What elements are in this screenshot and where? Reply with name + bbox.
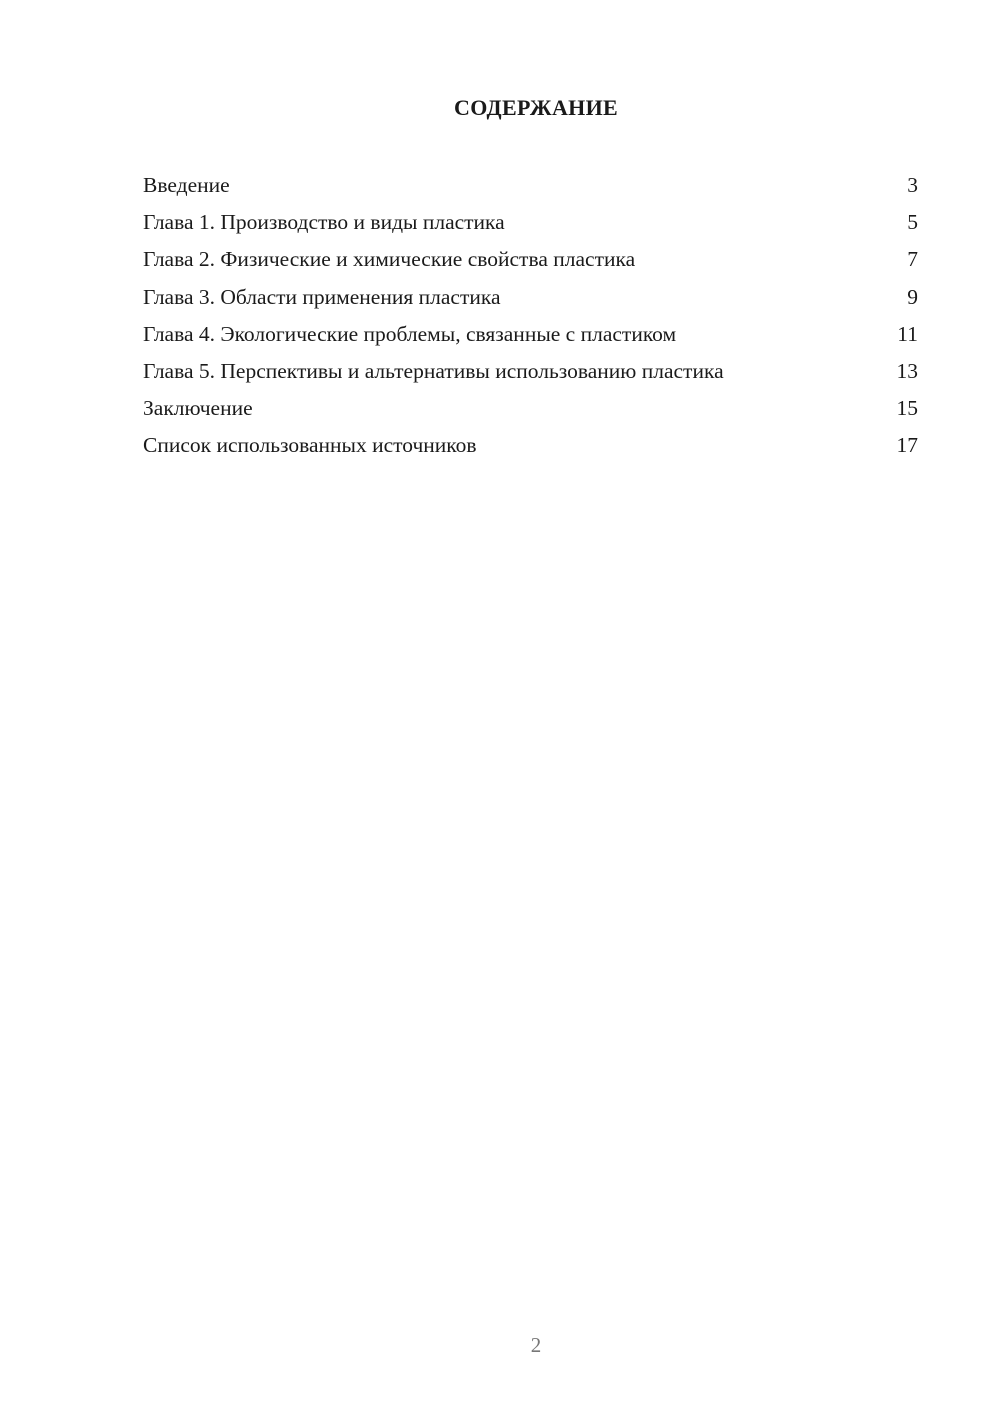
toc-entry-page: 7 xyxy=(907,247,918,272)
toc-entry xyxy=(143,167,918,204)
toc-entry-page: 17 xyxy=(896,433,918,458)
toc-entry-label: Глава 3. Области применения пластика xyxy=(143,284,501,309)
toc-entry-label: Введение xyxy=(143,173,230,197)
toc-entry xyxy=(143,390,918,427)
toc-entry-label: Список использованных источников xyxy=(143,433,477,458)
toc-entry-page: 9 xyxy=(907,284,918,309)
toc-entry xyxy=(143,279,918,316)
toc-entry xyxy=(143,241,918,278)
toc-entry xyxy=(143,316,918,353)
toc-entry-label: Глава 1. Производство и виды пластика xyxy=(143,210,505,235)
toc-entry-label: Глава 5. Перспективы и альтернативы использованию пластика xyxy=(143,358,724,383)
toc-entry xyxy=(143,427,918,464)
toc-entry xyxy=(143,353,918,390)
toc-entry-page: 5 xyxy=(907,210,918,235)
toc-entry-page: 3 xyxy=(907,173,918,197)
toc-entry-page: 13 xyxy=(896,358,918,383)
toc-list xyxy=(143,167,918,465)
toc-entry-label: Глава 4. Экологические проблемы, связанные с пластиком xyxy=(143,321,677,346)
page-number: 2 xyxy=(530,1333,542,1357)
toc-entry-label: Заключение xyxy=(143,396,253,421)
toc-entry xyxy=(143,204,918,241)
toc-title: СОДЕРЖАНИЕ xyxy=(454,95,618,120)
toc-entry-page: 15 xyxy=(896,396,918,421)
toc-entry-label: Глава 2. Физические и химические свойства пластика xyxy=(143,247,636,272)
toc-entry-page: 11 xyxy=(897,321,918,346)
